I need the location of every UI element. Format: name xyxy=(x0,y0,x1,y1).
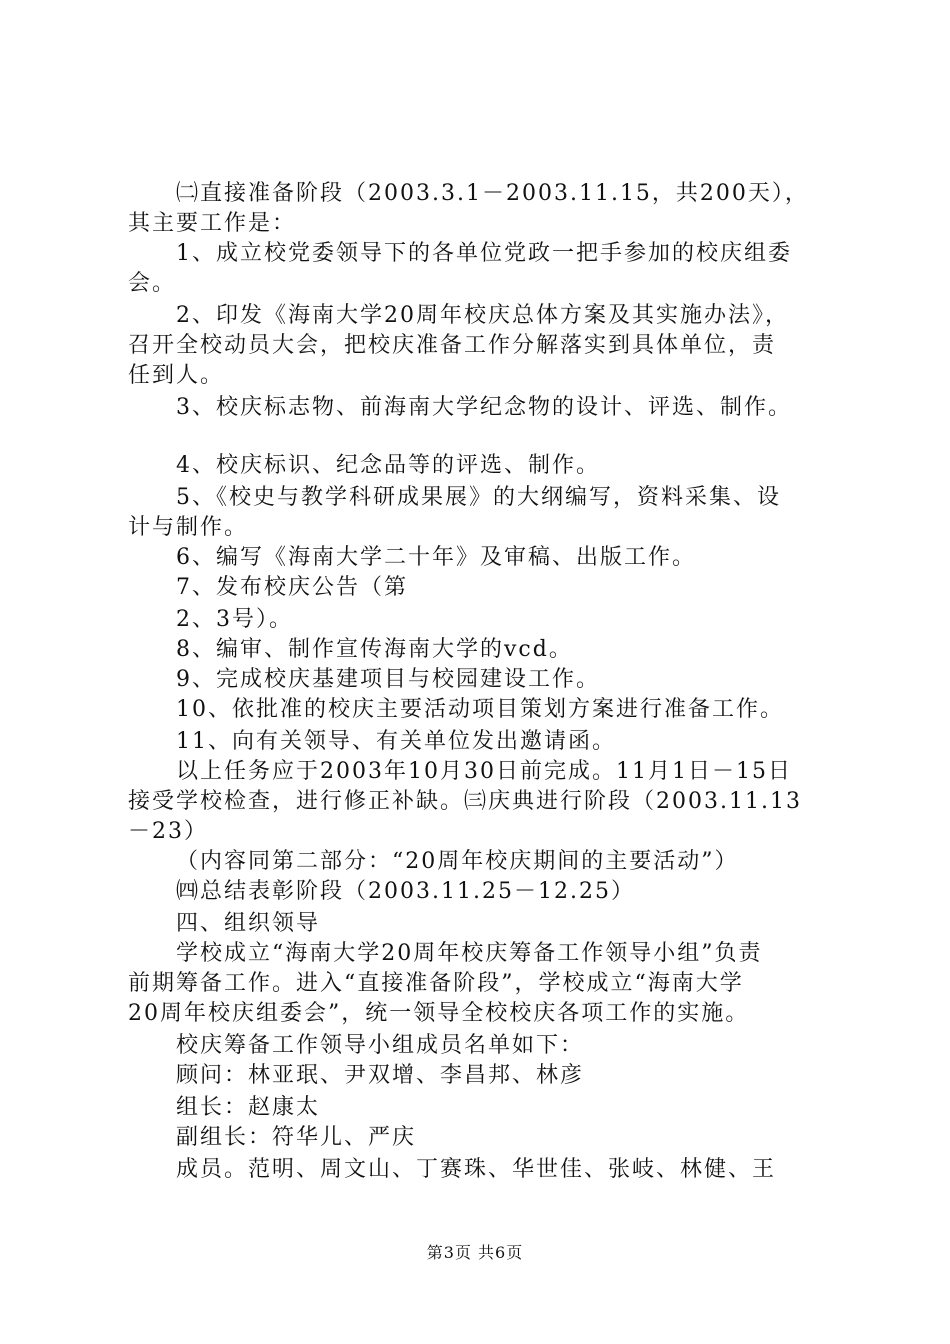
text-line-27: 20周年校庆组委会”，统一领导全校校庆各项工作的实施。 xyxy=(128,1001,750,1026)
text-line-30: 组长：赵康太 xyxy=(176,1095,321,1120)
text-line-4: 会。 xyxy=(128,271,177,296)
text-line-19: 以上任务应于2003年10月30日前完成。11月1日－15日 xyxy=(176,759,792,784)
text-line-20: 接受学校检查，进行修正补缺。㈢庆典进行阶段（2003.11.13 xyxy=(128,789,802,814)
text-line-11: 计与制作。 xyxy=(128,515,249,540)
text-line-14: 2、3号）。 xyxy=(176,607,293,632)
text-line-13: 7、发布校庆公告（第 xyxy=(176,575,408,600)
text-line-28: 校庆筹备工作领导小组成员名单如下： xyxy=(176,1033,585,1058)
text-line-32: 成员。范明、周文山、丁赛珠、华世佳、张岐、林健、王 xyxy=(176,1157,777,1182)
text-line-23: ㈣总结表彰阶段（2003.11.25－12.25） xyxy=(176,879,635,904)
text-line-25: 学校成立“海南大学20周年校庆筹备工作领导小组”负责 xyxy=(176,941,763,966)
text-line-6: 召开全校动员大会，把校庆准备工作分解落实到具体单位，责 xyxy=(128,333,777,358)
text-line-5: 2、印发《海南大学20周年校庆总体方案及其实施办法》， xyxy=(176,303,789,328)
text-line-7: 任到人。 xyxy=(128,363,225,388)
page-number-footer: 第3页 共6页 xyxy=(426,1243,524,1262)
text-line-18: 11、向有关领导、有关单位发出邀请函。 xyxy=(176,729,616,754)
text-line-31: 副组长：符华儿、严庆 xyxy=(176,1125,417,1150)
text-line-21: －23） xyxy=(128,819,208,844)
text-line-12: 6、编写《海南大学二十年》及审稿、出版工作。 xyxy=(176,545,696,570)
text-line-16: 9、完成校庆基建项目与校园建设工作。 xyxy=(176,667,600,692)
text-line-10: 5、《校史与教学科研成果展》的大纲编写，资料采集、设 xyxy=(176,485,781,510)
text-line-2: 其主要工作是： xyxy=(128,211,297,236)
text-line-8: 3、校庆标志物、前海南大学纪念物的设计、评选、制作。 xyxy=(176,395,792,420)
text-line-26: 前期筹备工作。进入“直接准备阶段”，学校成立“海南大学 xyxy=(128,971,744,996)
text-line-1: ㈡直接准备阶段（2003.3.1－2003.11.15，共200天）， xyxy=(176,181,809,206)
text-line-22: （内容同第二部分：“20周年校庆期间的主要活动”） xyxy=(176,849,739,874)
text-line-29: 顾问：林亚珉、尹双增、李昌邦、林彦 xyxy=(176,1063,585,1088)
text-line-9: 4、校庆标识、纪念品等的评选、制作。 xyxy=(176,453,600,478)
text-line-15: 8、编审、制作宣传海南大学的vcd。 xyxy=(176,637,573,662)
text-line-17: 10、依批准的校庆主要活动项目策划方案进行准备工作。 xyxy=(176,697,784,722)
section-heading: 四、组织领导 xyxy=(176,911,321,936)
text-line-3: 1、成立校党委领导下的各单位党政一把手参加的校庆组委 xyxy=(176,241,792,266)
